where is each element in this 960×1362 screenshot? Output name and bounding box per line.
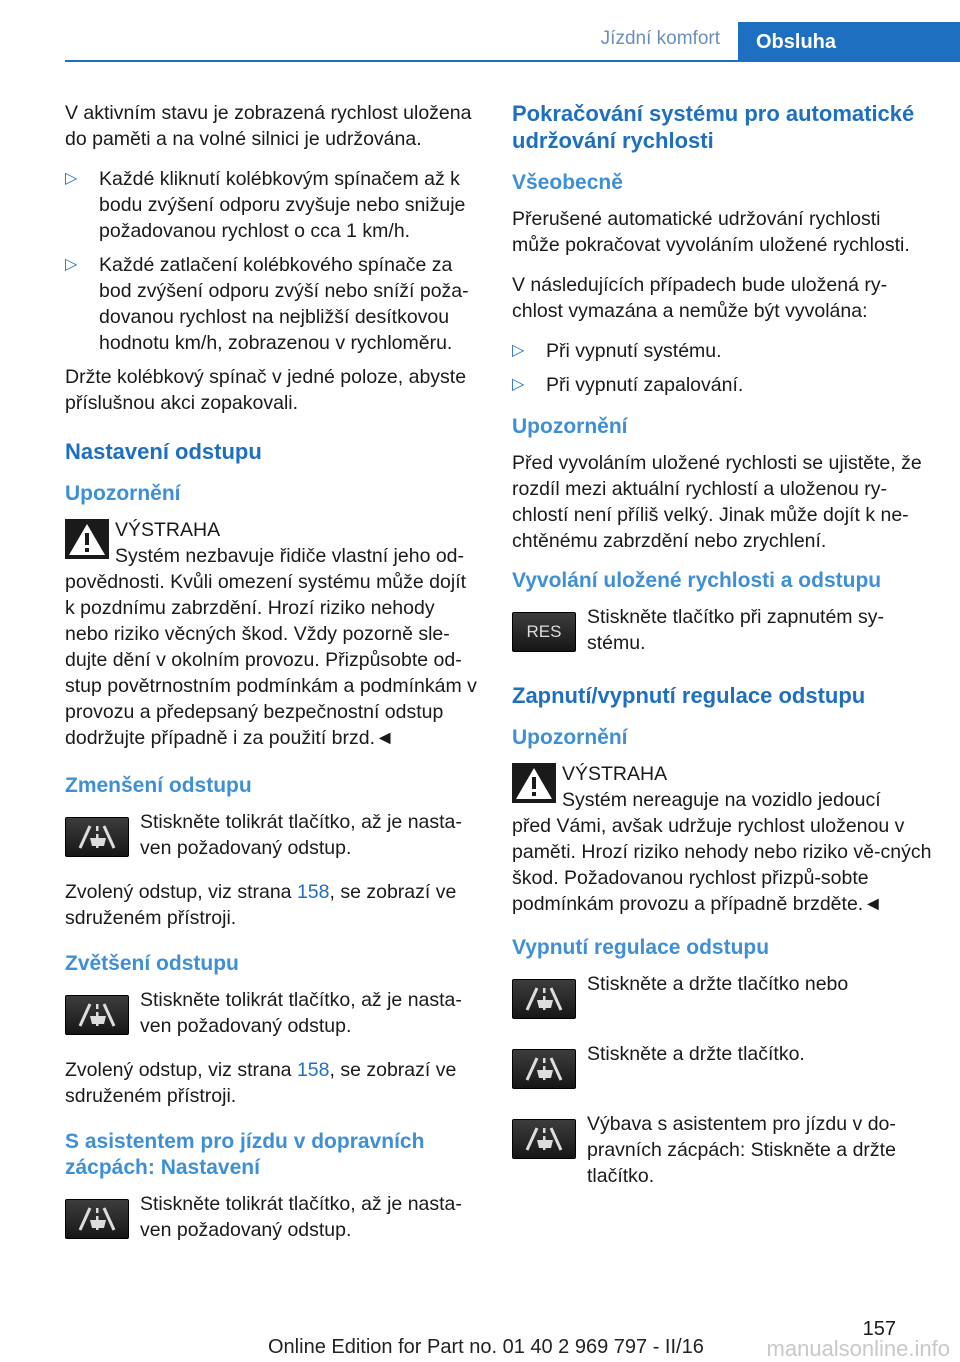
button-instruction [512,971,932,1025]
distance-button-icon [65,817,129,857]
list-item: ▷ Každé zatlačení kolébkového spínače za bod zvýšení odporu zvýší nebo sníží poža-dovanou rychlost na nejbližší desítkovou hodnotu km/h, zobrazenou v rychloměru. [65,254,469,354]
recall-text: Stiskněte tlačítko při zapnutém sy-stému. [587,606,884,654]
button-instruction [65,987,480,1041]
heading-note: Upozornění [512,726,628,749]
button-instruction [512,1041,932,1095]
bullet-triangle-icon: ▷ [512,342,525,359]
distance-button-icon [512,979,576,1019]
off-text-1: Stiskněte a držte tlačítko nebo [587,973,849,995]
warning-body: před Vámi, avšak udržuje rychlost uloženou v paměti. Hrozí riziko nehody nebo riziko vě-cných škod. Požadovanou rychlost přizpů-sobte podmínkám provozu a případně brzděte.◄ [512,815,932,915]
warning-body: povědnosti. Kvůli omezení systému může dojít k pozdnímu zabrzdění. Hrozí riziko nehody nebo riziko věcných škod. Vždy pozorně sle-dujte dění v okolním provozu. Přizpůsobte od-stup povětrnostním podmínkám a podmínkám v provozu a předepsaný bezpečnostní odstup dodržujte případně i za použití brzd.◄ [65,571,477,749]
increase-shown: Zvolený odstup, viz strana 158, se zobrazí ve sdruženém přístroji. [65,1059,457,1107]
cases-text: V následujících případech bude uložená ry-chlost vymazána a nemůže být vyvolána: [512,274,888,322]
increase-text: Stiskněte tolikrát tlačítko, až je nasta-ven požadovaný odstup. [140,989,462,1037]
decrease-text: Stiskněte tolikrát tlačítko, až je nasta-ven požadovaný odstup. [140,811,462,859]
note-text: Před vyvoláním uložené rychlosti se ujistěte, že rozdíl mezi aktuální rychlostí a uloženou ry-chlostí není příliš velký. Jinak může dojít k ne-chtěnému zabrzdění nebo zrychlení. [512,452,922,552]
decrease-shown: Zvolený odstup, viz strana 158, se zobrazí ve sdruženém přístroji. [65,881,457,929]
off-text-3: Výbava s asistentem pro jízdu v do-pravních zácpách: Stiskněte a držte tlačítko. [587,1113,896,1187]
heading-traffic-assist: S asistentem pro jízdu v dopravních zácpách: Nastavení [65,1130,425,1179]
list-item: ▷ Při vypnutí systému. [512,340,722,362]
page-header [65,22,960,62]
hold-text: Držte kolébkový spínač v jedné poloze, abyste příslušnou akci zopakovali. [65,366,467,414]
warning-triangle-icon [65,519,109,559]
bullet-triangle-icon: ▷ [512,376,525,393]
page-number: 157 [862,1318,896,1340]
bullet-triangle-icon: ▷ [65,170,78,187]
breadcrumb[interactable]: Jízdní komfort [600,28,720,49]
heading-note: Upozornění [512,415,628,438]
left-column [65,100,480,1261]
res-button-icon: RES [512,612,576,652]
traffic-text: Stiskněte tolikrát tlačítko, až je nasta-ven požadovaný odstup. [140,1193,462,1241]
heading-general: Všeobecně [512,171,623,194]
page-link[interactable]: 158 [296,881,330,903]
warning-box [65,517,480,751]
heading-increase: Zvětšení odstupu [65,952,239,975]
warning-title: VÝSTRAHA [562,763,668,785]
general-text: Přerušené automatické udržování rychlosti může pokračovat vyvoláním uložené rychlosti. [512,208,910,256]
button-instruction [512,1111,932,1189]
edition-text: Online Edition for Part no. 01 40 2 969 797 - II/16 [268,1336,704,1358]
header-rule [65,60,960,62]
list-item: ▷ Při vypnutí zapalování. [512,374,744,396]
distance-button-icon [65,995,129,1035]
distance-button-icon [512,1049,576,1089]
warning-body-first: Systém nereaguje na vozidlo jedoucí [562,789,881,811]
distance-button-icon [65,1199,129,1239]
heading-recall: Vyvolání uložené rychlosti a odstupu [512,569,882,592]
warning-title: VÝSTRAHA [115,519,221,541]
distance-button-icon [512,1119,576,1159]
warning-box [512,761,932,917]
heading-decrease: Zmenšení odstupu [65,774,252,797]
heading-distance: Nastavení odstupu [65,439,262,464]
button-instruction [65,809,480,863]
watermark: manualsonline.info [766,1336,950,1361]
right-column [512,100,932,1205]
page-link[interactable]: 158 [296,1059,330,1081]
section-tab[interactable]: Obsluha [738,22,960,62]
heading-resume: Pokračování systému pro automatické udržování rychlosti [512,101,915,153]
button-instruction [65,1191,480,1245]
off-text-2: Stiskněte a držte tlačítko. [587,1043,805,1065]
heading-off: Vypnutí regulace odstupu [512,936,770,959]
warning-triangle-icon [512,763,556,803]
button-instruction [512,604,932,658]
heading-note: Upozornění [65,482,181,505]
intro-text: V aktivním stavu je zobrazená rychlost uložena do paměti a na volné silnici je udržována. [65,102,472,150]
bullet-triangle-icon: ▷ [65,256,78,273]
warning-body-first: Systém nezbavuje řidiče vlastní jeho od- [115,545,465,567]
list-item: ▷ Každé kliknutí kolébkovým spínačem až k bodu zvýšení odporu zvyšuje nebo snižuje požadovanou rychlost o cca 1 km/h. [65,168,466,242]
heading-toggle: Zapnutí/vypnutí regulace odstupu [512,683,866,708]
